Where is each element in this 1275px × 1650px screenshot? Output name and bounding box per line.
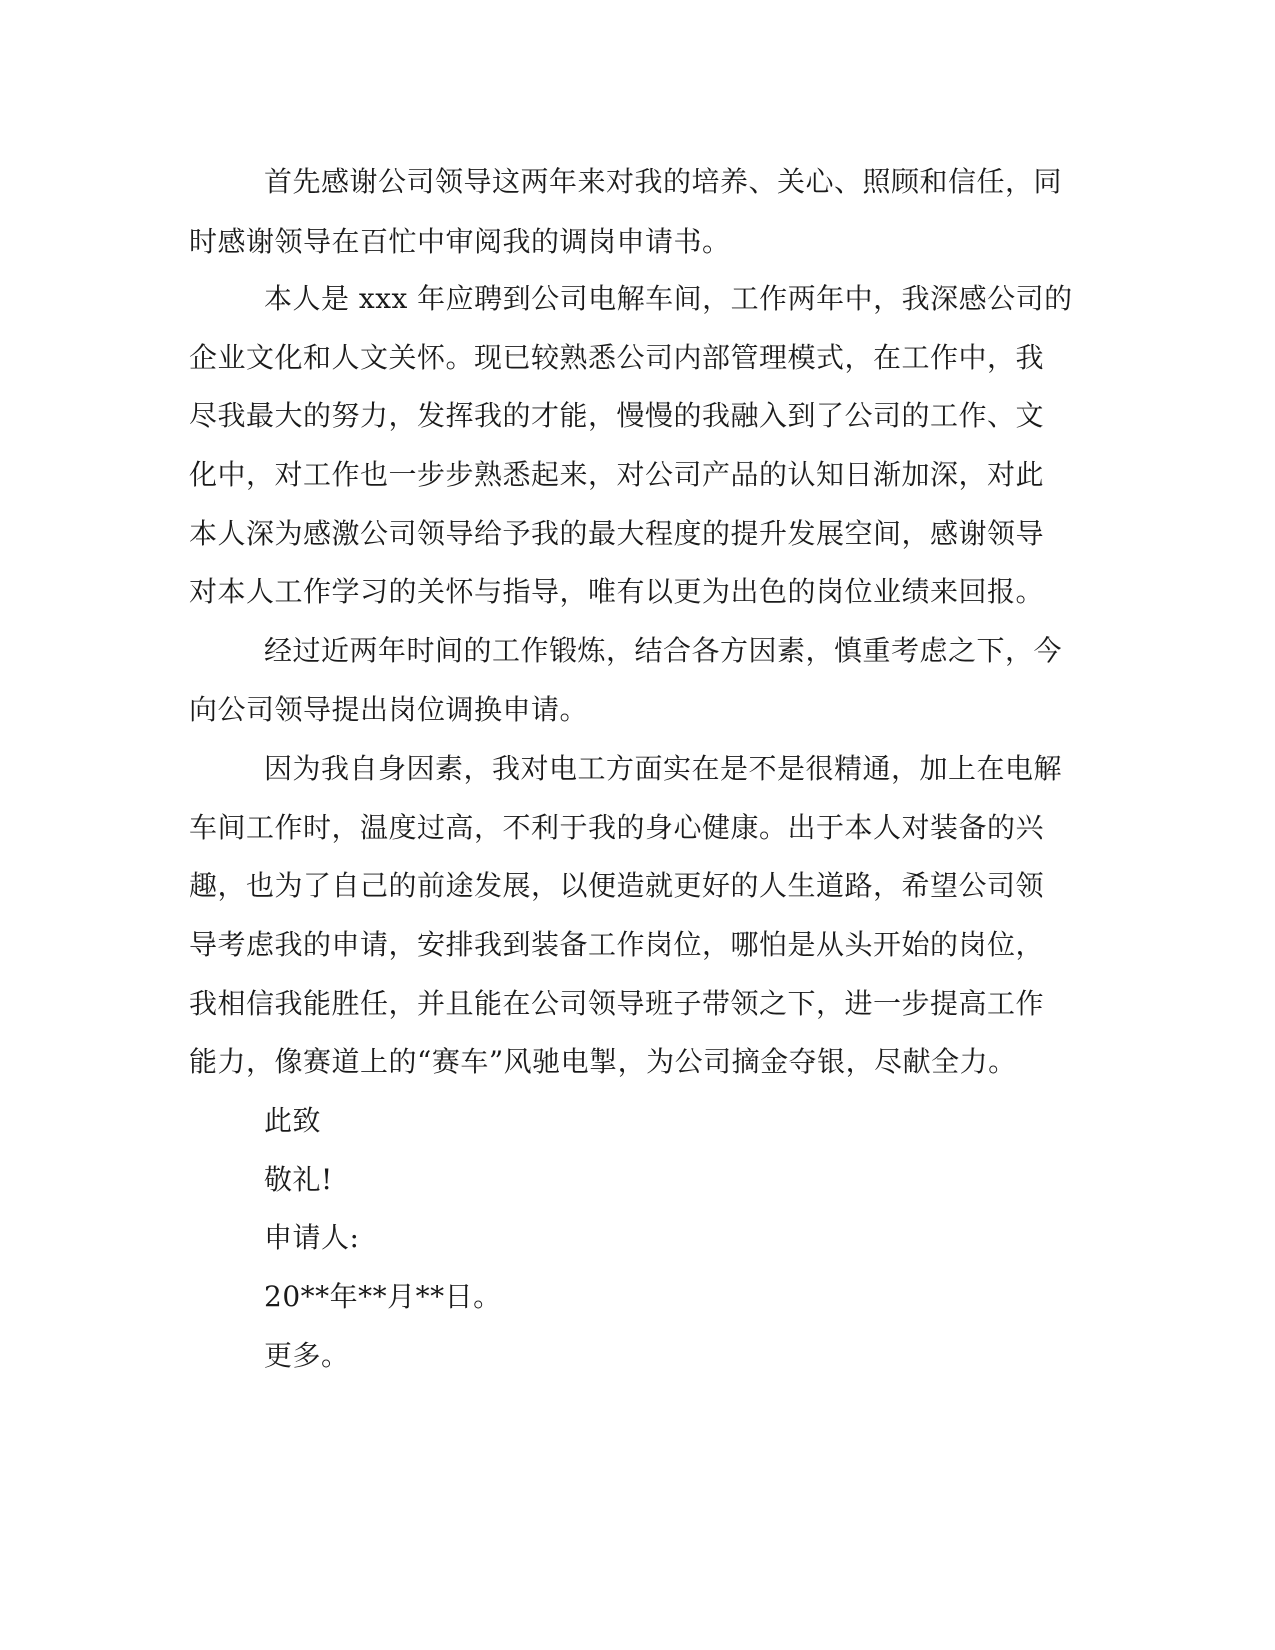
paragraph-2-line-6: 对本人工作学习的关怀与指导，唯有以更为出色的岗位业绩来回报。 — [189, 575, 1045, 608]
closing-regards: 敬礼! — [264, 1163, 333, 1196]
paragraph-4-line-4: 导考虑我的申请，安排我到装备工作岗位，哪怕是从头开始的岗位， — [189, 928, 1045, 961]
paragraph-4-line-2: 车间工作时，温度过高，不利于我的身心健康。出于本人对装备的兴 — [189, 811, 1045, 844]
paragraph-4-line-5: 我相信我能胜任，并且能在公司领导班子带领之下，进一步提高工作 — [189, 987, 1045, 1020]
paragraph-1-line-1: 首先感谢公司领导这两年来对我的培养、关心、照顾和信任，同 — [264, 165, 1063, 198]
paragraph-2-line-2: 企业文化和人文关怀。现已较熟悉公司内部管理模式，在工作中，我 — [189, 341, 1045, 374]
paragraph-2-line-3: 尽我最大的努力，发挥我的才能，慢慢的我融入到了公司的工作、文 — [189, 399, 1045, 432]
paragraph-2-line-4: 化中，对工作也一步步熟悉起来，对公司产品的认知日渐加深，对此 — [189, 458, 1045, 491]
paragraph-4-line-1: 因为我自身因素，我对电工方面实在是不是很精通，加上在电解 — [264, 752, 1063, 785]
paragraph-4-line-3: 趣，也为了自己的前途发展，以便造就更好的人生道路，希望公司领 — [189, 869, 1045, 902]
closing-salutation: 此致 — [264, 1104, 322, 1137]
more-text: 更多。 — [264, 1339, 350, 1372]
paragraph-2-line-1: 本人是 xxx 年应聘到公司电解车间，工作两年中，我深感公司的 — [264, 282, 1073, 315]
applicant-label: 申请人: — [264, 1221, 360, 1254]
date-line: 20**年**月**日。 — [264, 1280, 502, 1313]
paragraph-4-line-6: 能力，像赛道上的“赛车”风驰电掣，为公司摘金夺银，尽献全力。 — [189, 1045, 1017, 1078]
paragraph-3-line-1: 经过近两年时间的工作锻炼，结合各方因素，慎重考虑之下，今 — [264, 634, 1063, 667]
paragraph-2-line-5: 本人深为感激公司领导给予我的最大程度的提升发展空间，感谢领导 — [189, 517, 1045, 550]
paragraph-3-line-2: 向公司领导提出岗位调换申请。 — [189, 693, 589, 726]
paragraph-1-line-2: 时感谢领导在百忙中审阅我的调岗申请书。 — [189, 225, 731, 258]
